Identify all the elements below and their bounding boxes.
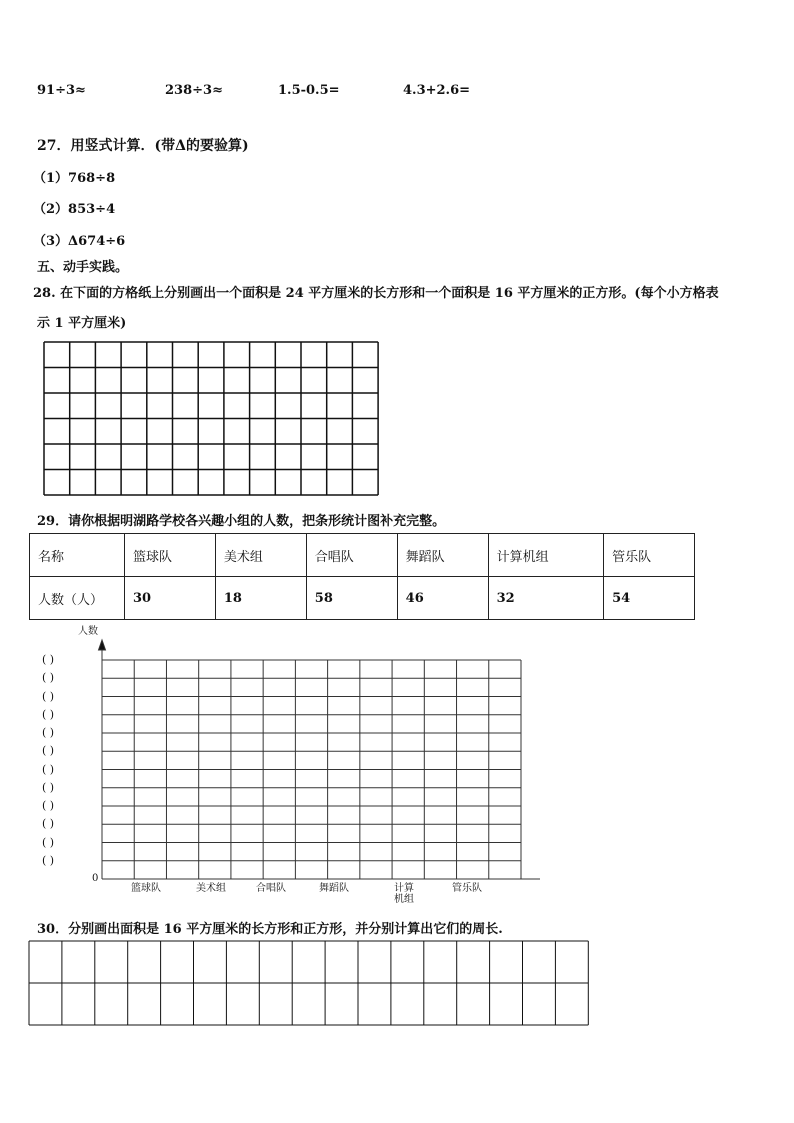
section-heading: 五、动手实践。 xyxy=(37,260,129,275)
y-axis-arrow xyxy=(99,640,106,650)
q29-data-table xyxy=(29,533,695,620)
table-cell: 管乐队 xyxy=(604,534,695,577)
table-cell: 58 xyxy=(306,577,397,620)
table-cell: 54 xyxy=(604,577,695,620)
table-cell: 篮球队 xyxy=(125,534,216,577)
table-cell: 人数（人） xyxy=(30,577,125,620)
y-tick-blank: ( ) xyxy=(42,817,55,831)
table-header-row xyxy=(30,534,695,577)
table-row xyxy=(30,577,695,620)
q28-line-2: 示 1 平方厘米) xyxy=(37,316,127,331)
y-tick-blank: ( ) xyxy=(42,689,55,703)
chart-origin: 0 xyxy=(92,873,99,884)
chart-y-title: 人数 xyxy=(78,626,98,637)
equation-3: 1.5-0.5= xyxy=(278,83,340,98)
q27-item-1: （1）768÷8 xyxy=(33,171,116,186)
x-tick-label: 计算 机组 xyxy=(394,883,414,905)
x-tick-label: 美术组 xyxy=(196,883,226,894)
y-tick-blank: ( ) xyxy=(42,835,55,849)
x-tick-label: 合唱队 xyxy=(256,883,286,894)
table-cell: 46 xyxy=(397,577,488,620)
table-cell: 合唱队 xyxy=(306,534,397,577)
table-cell: 计算机组 xyxy=(488,534,604,577)
table-cell: 18 xyxy=(215,577,306,620)
y-tick-blank: ( ) xyxy=(42,799,55,812)
y-tick-blank: ( ) xyxy=(42,744,55,758)
table-cell: 美术组 xyxy=(215,534,306,577)
y-tick-blank: ( ) xyxy=(42,653,55,666)
table-cell: 舞蹈队 xyxy=(397,534,488,577)
y-tick-blank: ( ) xyxy=(42,780,55,794)
q27-item-2: （2）853÷4 xyxy=(33,202,116,217)
table-cell: 30 xyxy=(125,577,216,620)
q30-title: 30．分别画出面积是 16 平方厘米的长方形和正方形，并分别计算出它们的周长. xyxy=(37,922,503,937)
q28-line-1: 28. 在下面的方格纸上分别画出一个面积是 24 平方厘米的长方形和一个面积是 16 平方厘米的正方形。(每个小方格表 xyxy=(33,286,719,301)
y-tick-blank: ( ) xyxy=(42,853,55,867)
y-tick-blank: ( ) xyxy=(42,671,55,685)
x-tick-label: 舞蹈队 xyxy=(319,883,349,894)
y-tick-blank: ( ) xyxy=(42,707,55,721)
q27-title: 27．用竖式计算．(带Δ的要验算) xyxy=(37,138,249,154)
y-tick-blank: ( ) xyxy=(42,726,55,739)
y-tick-blank: ( ) xyxy=(42,762,55,776)
equation-4: 4.3+2.6= xyxy=(403,83,471,98)
table-cell: 名称 xyxy=(30,534,125,577)
q29-title: 29．请你根据明湖路学校各兴趣小组的人数，把条形统计图补充完整。 xyxy=(37,514,446,529)
x-tick-label: 管乐队 xyxy=(452,883,482,894)
x-tick-label: 篮球队 xyxy=(131,883,161,894)
table-cell: 32 xyxy=(488,577,604,620)
q27-item-3: （3）Δ674÷6 xyxy=(33,234,126,249)
equation-1: 91÷3≈ xyxy=(37,83,86,98)
equation-2: 238÷3≈ xyxy=(165,83,223,98)
